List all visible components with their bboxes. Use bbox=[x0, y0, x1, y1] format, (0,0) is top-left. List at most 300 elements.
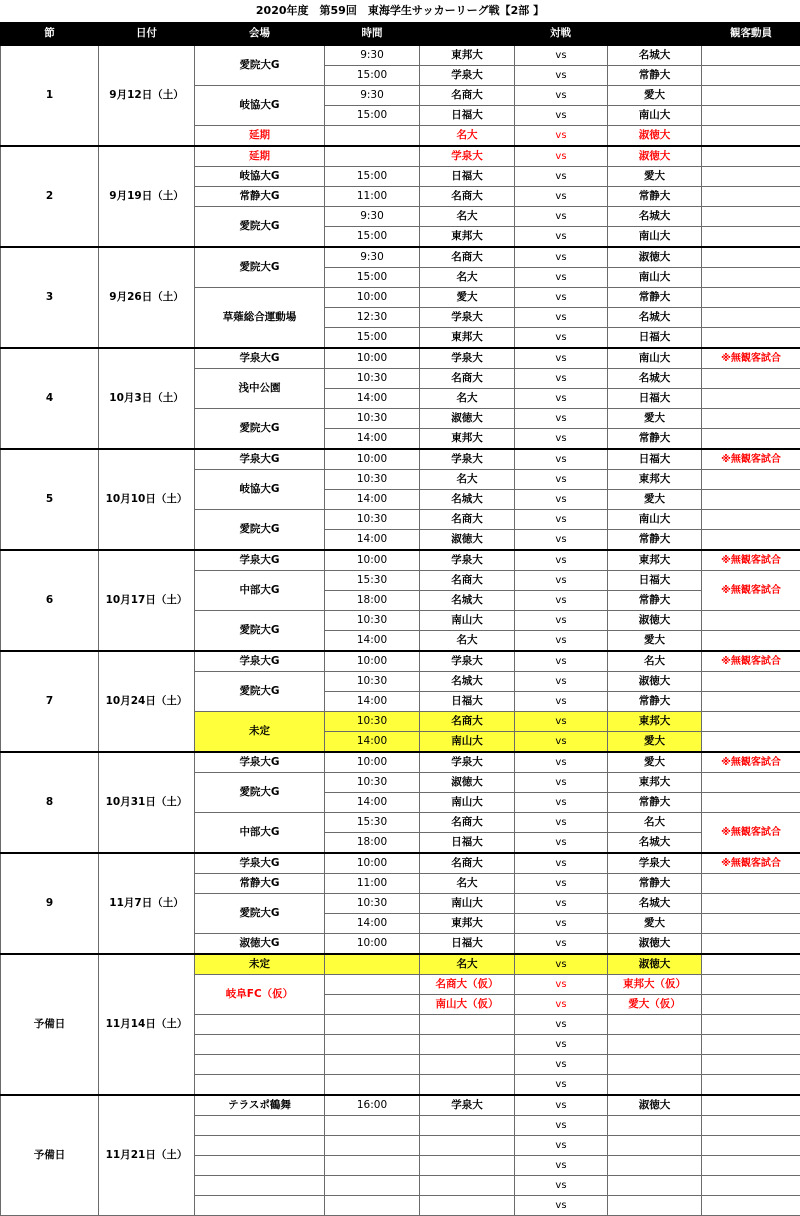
venue-cell bbox=[195, 1136, 325, 1156]
home-team: 日福大 bbox=[420, 833, 515, 854]
attendance-note bbox=[702, 954, 800, 975]
table-row bbox=[1, 954, 800, 975]
away-team: 常静大 bbox=[608, 692, 702, 712]
home-team: 名商大 bbox=[420, 187, 515, 207]
home-team: 名商大 bbox=[420, 712, 515, 732]
attendance-note bbox=[702, 1055, 800, 1075]
home-team: 学泉大 bbox=[420, 308, 515, 328]
away-team: 常静大 bbox=[608, 66, 702, 86]
table-row bbox=[1, 853, 800, 874]
vs-label: vs bbox=[515, 712, 608, 732]
attendance-note bbox=[702, 995, 800, 1015]
venue-cell: 愛院大G bbox=[195, 207, 325, 248]
away-team: 愛大（仮） bbox=[608, 995, 702, 1015]
attendance-note bbox=[702, 1156, 800, 1176]
match-time: 10:30 bbox=[325, 510, 420, 530]
venue-cell bbox=[195, 1116, 325, 1136]
vs-label: vs bbox=[515, 793, 608, 813]
home-team bbox=[420, 1156, 515, 1176]
away-team: 常静大 bbox=[608, 793, 702, 813]
match-time bbox=[325, 126, 420, 147]
vs-label: vs bbox=[515, 106, 608, 126]
attendance-note bbox=[702, 389, 800, 409]
home-team: 名商大 bbox=[420, 813, 515, 833]
round-date: 10月17日（土） bbox=[99, 550, 195, 651]
match-time: 11:00 bbox=[325, 187, 420, 207]
match-time: 14:00 bbox=[325, 692, 420, 712]
match-time bbox=[325, 1116, 420, 1136]
away-team bbox=[608, 1015, 702, 1035]
attendance-note bbox=[702, 106, 800, 126]
venue-cell: 岐協大G bbox=[195, 86, 325, 126]
table-row bbox=[1, 550, 800, 571]
home-team: 南山大 bbox=[420, 732, 515, 753]
home-team: 日福大 bbox=[420, 167, 515, 187]
venue-cell: 延期 bbox=[195, 126, 325, 147]
match-time bbox=[325, 975, 420, 995]
vs-label: vs bbox=[515, 914, 608, 934]
home-team: 名大 bbox=[420, 631, 515, 652]
attendance-note: ※無観客試合 bbox=[702, 348, 800, 369]
venue-cell bbox=[195, 1176, 325, 1196]
away-team: 常静大 bbox=[608, 187, 702, 207]
attendance-note bbox=[702, 510, 800, 530]
home-team bbox=[420, 1136, 515, 1156]
round-number: 3 bbox=[1, 247, 99, 348]
home-team: 学泉大 bbox=[420, 752, 515, 773]
home-team: 南山大 bbox=[420, 793, 515, 813]
vs-label: vs bbox=[515, 995, 608, 1015]
away-team: 常静大 bbox=[608, 530, 702, 551]
attendance-note: ※無観客試合 bbox=[702, 571, 800, 611]
round-number: 9 bbox=[1, 853, 99, 954]
match-time bbox=[325, 1055, 420, 1075]
venue-cell: 愛院大G bbox=[195, 247, 325, 288]
vs-label: vs bbox=[515, 853, 608, 874]
home-team: 名商大（仮） bbox=[420, 975, 515, 995]
venue-cell: 愛院大G bbox=[195, 894, 325, 934]
vs-label: vs bbox=[515, 813, 608, 833]
home-team: 名商大 bbox=[420, 853, 515, 874]
match-time: 10:30 bbox=[325, 672, 420, 692]
vs-label: vs bbox=[515, 348, 608, 369]
page-title: 2020年度 第59回 東海学生サッカーリーグ戦【2部 】 bbox=[0, 0, 800, 22]
vs-label: vs bbox=[515, 954, 608, 975]
home-team: 学泉大 bbox=[420, 651, 515, 672]
match-time: 15:00 bbox=[325, 268, 420, 288]
away-team: 愛大 bbox=[608, 914, 702, 934]
match-time bbox=[325, 1075, 420, 1096]
vs-label: vs bbox=[515, 550, 608, 571]
attendance-note bbox=[702, 1136, 800, 1156]
home-team bbox=[420, 1035, 515, 1055]
away-team: 愛大 bbox=[608, 752, 702, 773]
attendance-note bbox=[702, 268, 800, 288]
round-number: 2 bbox=[1, 146, 99, 247]
header-time: 時間 bbox=[325, 23, 420, 46]
match-time bbox=[325, 1196, 420, 1216]
header-match: 対戦 bbox=[420, 23, 702, 46]
match-time: 15:00 bbox=[325, 227, 420, 248]
match-time: 10:30 bbox=[325, 894, 420, 914]
venue-cell bbox=[195, 1196, 325, 1216]
vs-label: vs bbox=[515, 571, 608, 591]
away-team bbox=[608, 1196, 702, 1216]
away-team: 学泉大 bbox=[608, 853, 702, 874]
attendance-note bbox=[702, 187, 800, 207]
round-date: 10月10日（土） bbox=[99, 449, 195, 550]
attendance-note bbox=[702, 1095, 800, 1116]
home-team: 名商大 bbox=[420, 247, 515, 268]
vs-label: vs bbox=[515, 1015, 608, 1035]
match-time: 10:30 bbox=[325, 470, 420, 490]
attendance-note bbox=[702, 732, 800, 753]
vs-label: vs bbox=[515, 66, 608, 86]
attendance-note bbox=[702, 86, 800, 106]
home-team bbox=[420, 1176, 515, 1196]
away-team: 日福大 bbox=[608, 449, 702, 470]
vs-label: vs bbox=[515, 934, 608, 955]
match-time: 10:00 bbox=[325, 288, 420, 308]
venue-cell: 延期 bbox=[195, 146, 325, 167]
match-time: 10:00 bbox=[325, 853, 420, 874]
match-time: 9:30 bbox=[325, 86, 420, 106]
vs-label: vs bbox=[515, 187, 608, 207]
match-time: 14:00 bbox=[325, 732, 420, 753]
away-team: 常静大 bbox=[608, 591, 702, 611]
vs-label: vs bbox=[515, 1035, 608, 1055]
match-time: 10:00 bbox=[325, 752, 420, 773]
table-row bbox=[1, 1095, 800, 1116]
match-time: 10:00 bbox=[325, 449, 420, 470]
vs-label: vs bbox=[515, 692, 608, 712]
vs-label: vs bbox=[515, 146, 608, 167]
vs-label: vs bbox=[515, 631, 608, 652]
round-number: 4 bbox=[1, 348, 99, 449]
away-team: 名城大 bbox=[608, 369, 702, 389]
venue-cell: 学泉大G bbox=[195, 651, 325, 672]
round-number: 6 bbox=[1, 550, 99, 651]
vs-label: vs bbox=[515, 530, 608, 551]
match-time: 18:00 bbox=[325, 591, 420, 611]
vs-label: vs bbox=[515, 429, 608, 450]
away-team: 日福大 bbox=[608, 571, 702, 591]
home-team: 名大 bbox=[420, 954, 515, 975]
match-time bbox=[325, 954, 420, 975]
home-team: 名商大 bbox=[420, 510, 515, 530]
venue-cell: 愛院大G bbox=[195, 409, 325, 450]
table-row bbox=[1, 45, 800, 66]
match-time: 14:00 bbox=[325, 429, 420, 450]
home-team: 南山大（仮） bbox=[420, 995, 515, 1015]
home-team: 東邦大 bbox=[420, 45, 515, 66]
away-team: 愛大 bbox=[608, 167, 702, 187]
away-team bbox=[608, 1136, 702, 1156]
match-time: 9:30 bbox=[325, 207, 420, 227]
away-team: 名城大 bbox=[608, 833, 702, 854]
match-time bbox=[325, 1176, 420, 1196]
attendance-note bbox=[702, 1015, 800, 1035]
attendance-note bbox=[702, 793, 800, 813]
vs-label: vs bbox=[515, 328, 608, 349]
match-time: 15:30 bbox=[325, 571, 420, 591]
venue-cell: テラスポ鶴舞 bbox=[195, 1095, 325, 1116]
match-time: 15:00 bbox=[325, 167, 420, 187]
round-date: 10月31日（土） bbox=[99, 752, 195, 853]
venue-cell: 学泉大G bbox=[195, 348, 325, 369]
vs-label: vs bbox=[515, 247, 608, 268]
home-team: 東邦大 bbox=[420, 227, 515, 248]
venue-cell: 岐協大G bbox=[195, 167, 325, 187]
schedule-table bbox=[0, 22, 800, 1216]
vs-label: vs bbox=[515, 1075, 608, 1096]
match-time: 10:00 bbox=[325, 651, 420, 672]
away-team: 名大 bbox=[608, 651, 702, 672]
away-team: 南山大 bbox=[608, 106, 702, 126]
match-time: 15:00 bbox=[325, 106, 420, 126]
vs-label: vs bbox=[515, 611, 608, 631]
match-time: 14:00 bbox=[325, 631, 420, 652]
away-team: 名城大 bbox=[608, 308, 702, 328]
round-number: 予備日 bbox=[1, 1095, 99, 1216]
away-team: 淑徳大 bbox=[608, 954, 702, 975]
vs-label: vs bbox=[515, 369, 608, 389]
match-time: 10:30 bbox=[325, 611, 420, 631]
home-team: 名大 bbox=[420, 207, 515, 227]
away-team: 常静大 bbox=[608, 874, 702, 894]
venue-cell: 浅中公園 bbox=[195, 369, 325, 409]
home-team: 南山大 bbox=[420, 894, 515, 914]
attendance-note bbox=[702, 429, 800, 450]
attendance-note bbox=[702, 146, 800, 167]
home-team: 淑徳大 bbox=[420, 773, 515, 793]
away-team: 愛大 bbox=[608, 631, 702, 652]
vs-label: vs bbox=[515, 45, 608, 66]
away-team: 淑徳大 bbox=[608, 611, 702, 631]
match-time: 10:00 bbox=[325, 550, 420, 571]
vs-label: vs bbox=[515, 167, 608, 187]
away-team: 名城大 bbox=[608, 207, 702, 227]
away-team: 名大 bbox=[608, 813, 702, 833]
away-team: 東邦大 bbox=[608, 712, 702, 732]
venue-cell: 愛院大G bbox=[195, 510, 325, 551]
match-time: 14:00 bbox=[325, 530, 420, 551]
home-team: 学泉大 bbox=[420, 146, 515, 167]
attendance-note bbox=[702, 611, 800, 631]
attendance-note bbox=[702, 490, 800, 510]
away-team: 常静大 bbox=[608, 429, 702, 450]
match-time: 10:30 bbox=[325, 712, 420, 732]
vs-label: vs bbox=[515, 833, 608, 854]
away-team: 愛大 bbox=[608, 490, 702, 510]
match-time: 9:30 bbox=[325, 45, 420, 66]
away-team: 淑徳大 bbox=[608, 934, 702, 955]
header-venue: 会場 bbox=[195, 23, 325, 46]
round-number: 5 bbox=[1, 449, 99, 550]
round-number: 1 bbox=[1, 45, 99, 146]
attendance-note bbox=[702, 1196, 800, 1216]
vs-label: vs bbox=[515, 1196, 608, 1216]
vs-label: vs bbox=[515, 470, 608, 490]
match-time: 15:30 bbox=[325, 813, 420, 833]
vs-label: vs bbox=[515, 227, 608, 248]
vs-label: vs bbox=[515, 490, 608, 510]
home-team: 学泉大 bbox=[420, 1095, 515, 1116]
home-team bbox=[420, 1075, 515, 1096]
attendance-note bbox=[702, 672, 800, 692]
match-time: 10:30 bbox=[325, 409, 420, 429]
vs-label: vs bbox=[515, 449, 608, 470]
away-team: 南山大 bbox=[608, 348, 702, 369]
away-team: 淑徳大 bbox=[608, 126, 702, 147]
venue-cell: 学泉大G bbox=[195, 752, 325, 773]
attendance-note bbox=[702, 470, 800, 490]
vs-label: vs bbox=[515, 651, 608, 672]
attendance-note bbox=[702, 1035, 800, 1055]
home-team: 愛大 bbox=[420, 288, 515, 308]
venue-cell: 岐阜FC（仮） bbox=[195, 975, 325, 1015]
home-team: 名大 bbox=[420, 126, 515, 147]
match-time: 10:30 bbox=[325, 773, 420, 793]
home-team: 名商大 bbox=[420, 369, 515, 389]
home-team: 名城大 bbox=[420, 490, 515, 510]
round-date: 11月7日（土） bbox=[99, 853, 195, 954]
table-row bbox=[1, 651, 800, 672]
match-time: 9:30 bbox=[325, 247, 420, 268]
home-team: 東邦大 bbox=[420, 914, 515, 934]
attendance-note bbox=[702, 874, 800, 894]
home-team: 名城大 bbox=[420, 672, 515, 692]
away-team: 愛大 bbox=[608, 732, 702, 753]
match-time bbox=[325, 1015, 420, 1035]
away-team: 日福大 bbox=[608, 389, 702, 409]
away-team: 常静大 bbox=[608, 288, 702, 308]
match-time: 14:00 bbox=[325, 793, 420, 813]
venue-cell: 常静大G bbox=[195, 187, 325, 207]
vs-label: vs bbox=[515, 1176, 608, 1196]
away-team: 名城大 bbox=[608, 894, 702, 914]
match-time: 10:00 bbox=[325, 348, 420, 369]
away-team: 東邦大 bbox=[608, 470, 702, 490]
home-team: 学泉大 bbox=[420, 66, 515, 86]
match-time bbox=[325, 1156, 420, 1176]
venue-cell: 愛院大G bbox=[195, 45, 325, 86]
round-date: 10月24日（土） bbox=[99, 651, 195, 752]
match-time bbox=[325, 995, 420, 1015]
vs-label: vs bbox=[515, 1055, 608, 1075]
attendance-note bbox=[702, 530, 800, 551]
vs-label: vs bbox=[515, 752, 608, 773]
match-time: 14:00 bbox=[325, 389, 420, 409]
vs-label: vs bbox=[515, 894, 608, 914]
home-team: 日福大 bbox=[420, 934, 515, 955]
vs-label: vs bbox=[515, 510, 608, 530]
vs-label: vs bbox=[515, 86, 608, 106]
attendance-note bbox=[702, 167, 800, 187]
home-team: 名商大 bbox=[420, 86, 515, 106]
vs-label: vs bbox=[515, 389, 608, 409]
attendance-note bbox=[702, 328, 800, 349]
match-time: 12:30 bbox=[325, 308, 420, 328]
venue-cell: 常静大G bbox=[195, 874, 325, 894]
attendance-note bbox=[702, 409, 800, 429]
table-body bbox=[1, 45, 800, 1216]
match-time: 18:00 bbox=[325, 833, 420, 854]
vs-label: vs bbox=[515, 672, 608, 692]
away-team: 淑徳大 bbox=[608, 1095, 702, 1116]
attendance-note: ※無観客試合 bbox=[702, 813, 800, 854]
attendance-note bbox=[702, 934, 800, 955]
vs-label: vs bbox=[515, 773, 608, 793]
home-team: 名城大 bbox=[420, 591, 515, 611]
vs-label: vs bbox=[515, 1095, 608, 1116]
away-team: 東邦大 bbox=[608, 550, 702, 571]
round-date: 9月19日（土） bbox=[99, 146, 195, 247]
vs-label: vs bbox=[515, 207, 608, 227]
attendance-note bbox=[702, 45, 800, 66]
home-team: 日福大 bbox=[420, 692, 515, 712]
round-date: 11月21日（土） bbox=[99, 1095, 195, 1216]
home-team: 学泉大 bbox=[420, 348, 515, 369]
venue-cell: 愛院大G bbox=[195, 773, 325, 813]
vs-label: vs bbox=[515, 975, 608, 995]
venue-cell: 愛院大G bbox=[195, 672, 325, 712]
home-team: 名大 bbox=[420, 268, 515, 288]
attendance-note bbox=[702, 1075, 800, 1096]
attendance-note bbox=[702, 66, 800, 86]
away-team: 淑徳大 bbox=[608, 146, 702, 167]
away-team bbox=[608, 1075, 702, 1096]
away-team: 愛大 bbox=[608, 409, 702, 429]
attendance-note bbox=[702, 247, 800, 268]
match-time bbox=[325, 1035, 420, 1055]
match-time: 11:00 bbox=[325, 874, 420, 894]
round-number: 予備日 bbox=[1, 954, 99, 1095]
header-date: 日付 bbox=[99, 23, 195, 46]
attendance-note bbox=[702, 631, 800, 652]
away-team: 日福大 bbox=[608, 328, 702, 349]
venue-cell: 岐協大G bbox=[195, 470, 325, 510]
vs-label: vs bbox=[515, 874, 608, 894]
vs-label: vs bbox=[515, 1156, 608, 1176]
away-team bbox=[608, 1116, 702, 1136]
round-date: 11月14日（土） bbox=[99, 954, 195, 1095]
attendance-note: ※無観客試合 bbox=[702, 853, 800, 874]
away-team: 淑徳大 bbox=[608, 247, 702, 268]
header-attendance: 観客動員 bbox=[702, 23, 800, 46]
vs-label: vs bbox=[515, 409, 608, 429]
venue-cell: 未定 bbox=[195, 712, 325, 753]
away-team bbox=[608, 1176, 702, 1196]
table-row bbox=[1, 752, 800, 773]
home-team: 学泉大 bbox=[420, 449, 515, 470]
match-time: 16:00 bbox=[325, 1095, 420, 1116]
home-team: 名大 bbox=[420, 389, 515, 409]
match-time: 10:00 bbox=[325, 934, 420, 955]
match-time: 10:30 bbox=[325, 369, 420, 389]
vs-label: vs bbox=[515, 1116, 608, 1136]
table-row bbox=[1, 449, 800, 470]
attendance-note bbox=[702, 126, 800, 147]
match-time: 15:00 bbox=[325, 328, 420, 349]
match-time: 15:00 bbox=[325, 66, 420, 86]
home-team: 南山大 bbox=[420, 611, 515, 631]
table-row bbox=[1, 146, 800, 167]
match-time bbox=[325, 146, 420, 167]
home-team: 学泉大 bbox=[420, 550, 515, 571]
attendance-note bbox=[702, 227, 800, 248]
away-team: 南山大 bbox=[608, 268, 702, 288]
